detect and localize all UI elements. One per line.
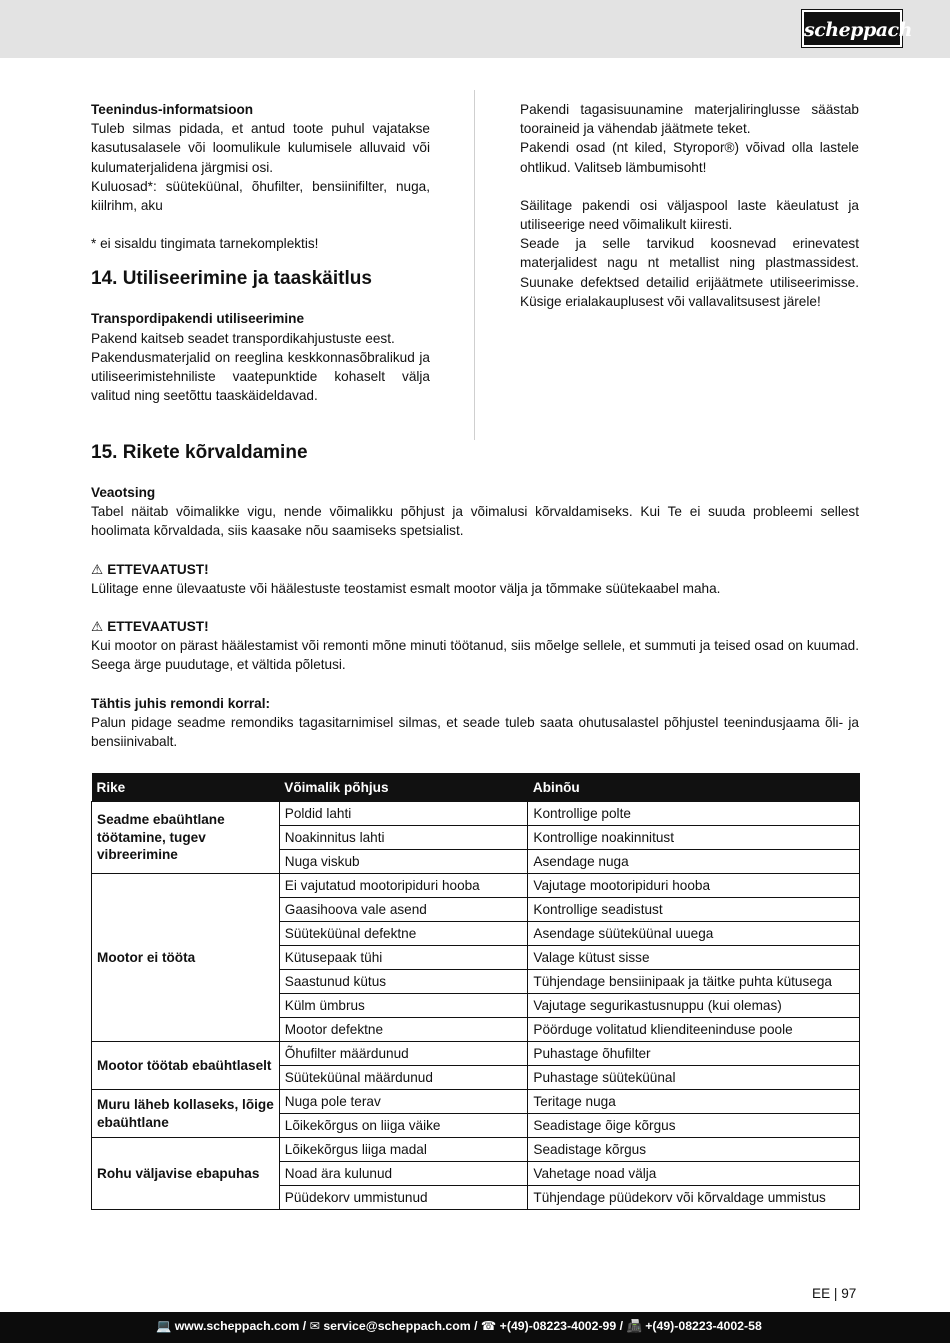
table-row — [92, 802, 860, 826]
transport-text-2: Pakendusmaterjalid on reeglina keskkonnasõbralikud ja utiliseerimistehniliste vaatepunktide kohaselt välja valitud ning seetõttu taaskäideldavad. — [91, 349, 430, 404]
remedy-cell: Vajutage mootoripiduri hooba — [528, 874, 860, 898]
repair-title: Tähtis juhis remondi korral: — [91, 695, 271, 711]
remedy-cell: Kontrollige seadistust — [528, 898, 860, 922]
cause-cell: Kütusepaak tühi — [279, 946, 528, 970]
phone-icon: ☎ — [480, 1319, 497, 1333]
footer-phone: +(49)-08223-4002-99 — [499, 1319, 617, 1333]
problem-cell: Muru läheb kollaseks, lõige ebaühtlane — [92, 1090, 280, 1138]
warning-icon: ⚠ — [91, 561, 104, 577]
footer-fax: +(49)-08223-4002-58 — [645, 1319, 762, 1333]
table-body — [92, 802, 860, 1210]
column-divider — [474, 90, 475, 440]
section-14-heading: 14. Utiliseerimine ja taaskäitlus — [91, 268, 372, 290]
cause-cell: Püüdekorv ummistunud — [279, 1186, 528, 1210]
warning-1-title: ⚠ ETTEVAATUST! — [91, 560, 859, 579]
remedy-cell: Tühjendage püüdekorv või kõrvaldage ummistus — [528, 1186, 860, 1210]
problem-cell: Seadme ebaühtlane töötamine, tugev vibreerimine — [92, 802, 280, 874]
choking-hazard-text: Pakendi osad (nt kiled, Styropor®) võivad olla lastele ohtlikud. Valitseb lämbumisoht! — [520, 140, 859, 175]
cause-cell: Nuga viskub — [279, 850, 528, 874]
table-row — [92, 1042, 860, 1066]
warning-1-text: Lülitage enne ülevaatuste või häälestuste teostamist esmalt mootor välja ja tõmmake süütekaabel maha. — [91, 580, 721, 596]
table-row — [92, 1090, 860, 1114]
right-column — [520, 100, 859, 311]
diagnosis-title: Veaotsing — [91, 485, 156, 500]
problem-cell: Rohu väljavise ebapuhas — [92, 1138, 280, 1210]
remedy-cell: Kontrollige noakinnitust — [528, 826, 860, 850]
cause-cell: Süüteküünal defektne — [279, 922, 528, 946]
table-header-row — [92, 773, 860, 802]
cause-cell: Õhufilter määrdunud — [279, 1042, 528, 1066]
remedy-cell: Seadistage kõrgus — [528, 1138, 860, 1162]
cause-cell: Noad ära kulunud — [279, 1162, 528, 1186]
footnote: * ei sisaldu tingimata tarnekomplektis! — [91, 236, 319, 252]
cause-cell: Lõikekõrgus liiga madal — [279, 1138, 528, 1162]
recycling-text: Pakendi tagasisuunamine materjaliringlusse säästab tooraineid ja vähendab jäätmete teket. — [520, 102, 859, 137]
mail-icon: ✉ — [309, 1319, 320, 1333]
remedy-cell: Seadistage õige kõrgus — [528, 1114, 860, 1138]
cause-cell: Külm ümbrus — [279, 994, 528, 1018]
header-cause: Võimalik põhjus — [279, 773, 528, 802]
cause-cell: Mootor defektne — [279, 1018, 528, 1042]
left-column — [91, 100, 430, 405]
remedy-cell: Teritage nuga — [528, 1090, 860, 1114]
footer-email: service@scheppach.com — [323, 1319, 471, 1333]
storage-text: Säilitage pakendi osi väljaspool laste käeulatust ja utiliseerige need võimalikult kiiresti. — [520, 197, 859, 233]
service-text: Tuleb silmas pidada, et antud toote puhul vajatakse kasutusalasele või loomulikule kulumisele alluvaid või kulumaterjalidena järgmisi osi. — [91, 121, 430, 175]
warning-2-title: ⚠ ETTEVAATUST! — [91, 617, 859, 636]
remedy-cell: Pöörduge volitatud klienditeeninduse poole — [528, 1018, 860, 1042]
remedy-cell: Puhastage süüteküünal — [528, 1066, 860, 1090]
cause-cell: Saastunud kütus — [279, 970, 528, 994]
service-title: Teenindus-informatsioon — [91, 102, 254, 117]
cause-cell: Noakinnitus lahti — [279, 826, 528, 850]
cause-cell: Gaasihoova vale asend — [279, 898, 528, 922]
cause-cell: Ei vajutatud mootoripiduri hooba — [279, 874, 528, 898]
remedy-cell: Valage kütust sisse — [528, 946, 860, 970]
cause-cell: Poldid lahti — [279, 802, 528, 826]
table-row — [92, 874, 860, 898]
remedy-cell: Puhastage õhufilter — [528, 1042, 860, 1066]
warning-2-text: Kui mootor on pärast häälestamist või remonti mõne minuti töötanud, siis mõelge sellele, et summuti ja teised osad on kuumad. Seega ärge puudutage, et vältida põletusi. — [91, 638, 859, 673]
remedy-cell: Vajutage segurikastusnuppu (kui olemas) — [528, 994, 860, 1018]
materials-text: Seade ja selle tarvikud koosnevad erinevatest materjalidest nagu nt metallist ning plastmassidest. Suunake defektsed detailid erijäätmete utiliseerimisse. Küsige erialakauplusest või vallavalitsusest järele! — [520, 236, 859, 309]
remedy-cell: Asendage nuga — [528, 850, 860, 874]
footer-website: www.scheppach.com — [174, 1319, 300, 1333]
brand-logo: scheppach — [802, 10, 902, 47]
cause-cell: Nuga pole terav — [279, 1090, 528, 1114]
warning-icon: ⚠ — [91, 619, 104, 635]
cause-cell: Lõikekõrgus on liiga väike — [279, 1114, 528, 1138]
wear-parts-text: Kuluosad*: süüteküünal, õhufilter, bensiinifilter, nuga, kiilrihm, aku — [91, 178, 430, 214]
diagnosis-text: Tabel näitab võimalikke vigu, nende võimalikku põhjust ja võimalusi kõrvaldamiseks. Kui Te ei suuda probleemi sellest hoolimata kõrvaldada, siis kaasake nõu saamiseks spetsialist. — [91, 504, 859, 539]
page-number: EE | 97 — [812, 1286, 857, 1301]
footer-bar: 💻 www.scheppach.com / ✉ service@scheppach.com / ☎ +(49)-08223-4002-99 / 📠 +(49)-08223-4002-58 — [0, 1312, 950, 1343]
section-15-heading: 15. Rikete kõrvaldamine — [91, 442, 308, 463]
computer-icon: 💻 — [156, 1319, 172, 1333]
cause-cell: Süüteküünal määrdunud — [279, 1066, 528, 1090]
problem-cell: Mootor töötab ebaühtlaselt — [92, 1042, 280, 1090]
repair-text: Palun pidage seadme remondiks tagasitarnimisel silmas, et seade tuleb saata ohutusalastel põhjustel teenindusjaama õli- ja bensiinivabalt. — [91, 714, 859, 750]
transport-title: Transpordipakendi utiliseerimine — [91, 311, 305, 327]
remedy-cell: Kontrollige polte — [528, 802, 860, 826]
problem-cell: Mootor ei tööta — [92, 874, 280, 1042]
section-15-body — [91, 483, 859, 751]
fax-icon: 📠 — [626, 1319, 642, 1333]
remedy-cell: Vahetage noad välja — [528, 1162, 860, 1186]
remedy-cell: Asendage süüteküünal uuega — [528, 922, 860, 946]
header-problem: Rike — [92, 773, 280, 802]
header-remedy: Abinõu — [528, 773, 860, 802]
fault-table — [91, 773, 860, 1210]
table-row — [92, 1138, 860, 1162]
remedy-cell: Tühjendage bensiinipaak ja täitke puhta kütusega — [528, 970, 860, 994]
transport-text-1: Pakend kaitseb seadet transpordikahjustuste eest. — [91, 330, 395, 346]
